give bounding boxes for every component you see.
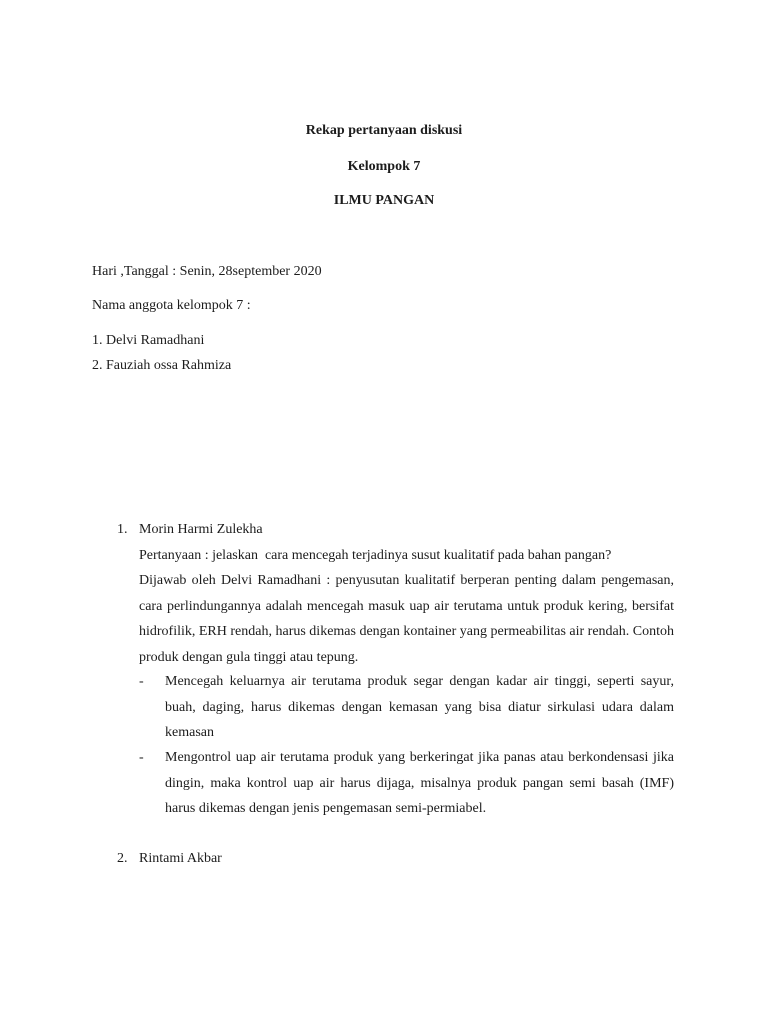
group-heading: Kelompok 7	[347, 159, 421, 174]
document-title: Rekap pertanyaan diskusi	[305, 123, 463, 138]
question-number: 2.	[117, 851, 128, 866]
bullet-marker: -	[139, 674, 144, 689]
member-item: 2. Fauziah ossa Rahmiza	[92, 358, 232, 373]
member-item: 1. Delvi Ramadhani	[92, 333, 205, 348]
answer-text: Dijawab oleh Delvi Ramadhani : penyusutan kualitatif berperan penting dalam pengemasan, cara perlindungannya adalah mencegah masuk uap air terutama untuk produk kering, bersifat hidrofilik, ERH rendah, harus dikemas dengan kontainer yang permeabilitas air rendah. Contoh produk dengan gula tinggi atau tepung.	[139, 573, 674, 665]
bullet-text: Mencegah keluarnya air terutama produk segar dengan kadar air tinggi, seperti sayur, buah, daging, harus dikemas dengan kemasan yang bisa diatur sirkulasi udara dalam kemasan	[165, 674, 674, 740]
members-heading: Nama anggota kelompok 7 :	[92, 298, 251, 313]
question-text: Pertanyaan : jelaskan cara mencegah terjadinya susut kualitatif pada bahan pangan?	[139, 548, 612, 563]
question-asker: Rintami Akbar	[139, 851, 222, 866]
bullet-text: Mengontrol uap air terutama produk yang berkeringat jika panas atau berkondensasi jika dingin, maka kontrol uap air harus dijaga, misalnya produk pangan semi basah (IMF) harus dikemas dengan jenis pengemasan semi-permiabel.	[165, 750, 674, 816]
date-line: Hari ,Tanggal : Senin, 28september 2020	[92, 264, 322, 279]
bullet-marker: -	[139, 750, 144, 765]
question-asker: Morin Harmi Zulekha	[139, 522, 263, 537]
subject-heading: ILMU PANGAN	[333, 193, 435, 208]
question-number: 1.	[117, 522, 128, 537]
